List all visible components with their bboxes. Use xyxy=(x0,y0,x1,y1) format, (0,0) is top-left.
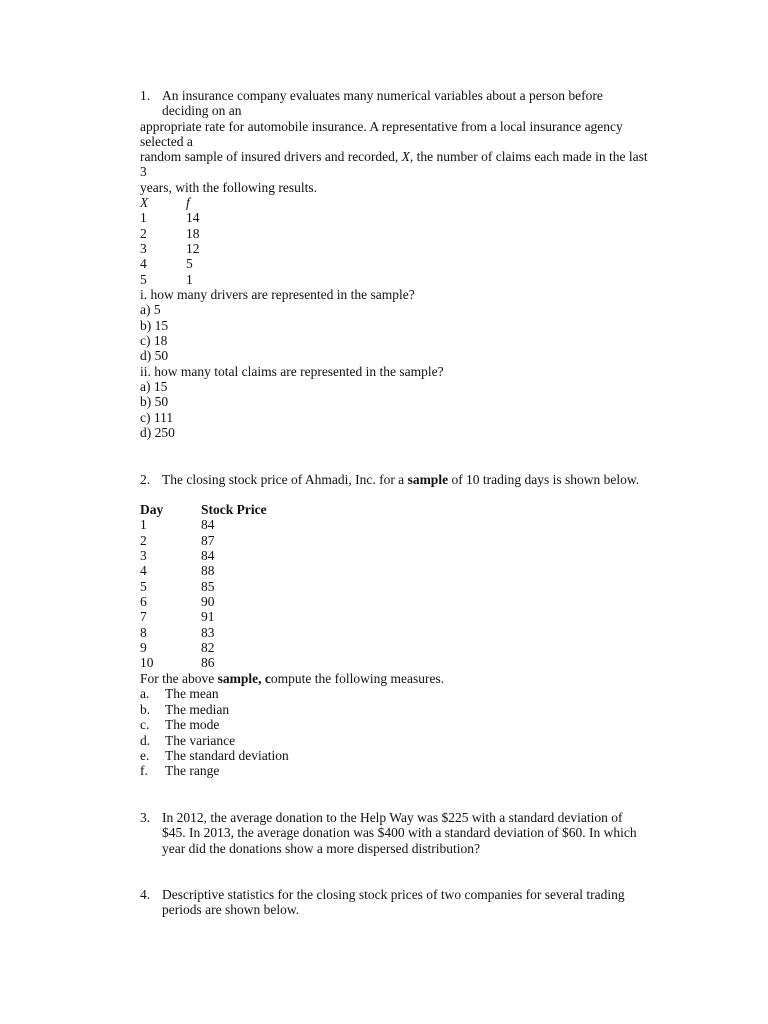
table-cell: 4 xyxy=(140,563,147,578)
list-item: The variance xyxy=(165,733,236,748)
list-item: The mode xyxy=(165,717,220,732)
list-item: c) 111 xyxy=(140,410,174,425)
table-cell: 3 xyxy=(140,548,147,563)
table-cell: 86 xyxy=(201,655,215,670)
table-cell: 5 xyxy=(186,256,193,271)
table-cell: 9 xyxy=(140,640,147,655)
list-item-marker: e. xyxy=(140,748,150,763)
list-item-marker: d. xyxy=(140,733,151,748)
list-item: b) 15 xyxy=(140,318,169,333)
table-cell: 88 xyxy=(201,563,215,578)
q2-prompt-b: ompute the following measures. xyxy=(270,671,445,686)
list-item: The mean xyxy=(165,686,219,701)
table-cell: 84 xyxy=(201,517,215,532)
q2-intro-a: The closing stock price of Ahmadi, Inc. for a xyxy=(162,472,408,487)
q1-line-4: selected a xyxy=(140,134,193,149)
q1-line-7: years, with the following results. xyxy=(140,180,317,195)
q1-line-1: An insurance company evaluates many numerical variables about a person before xyxy=(162,88,603,103)
table-cell: 6 xyxy=(140,594,147,609)
list-item-marker: b. xyxy=(140,702,151,717)
q1-line-6: 3 xyxy=(140,164,147,179)
list-item-marker: f. xyxy=(140,763,148,778)
q1-part-ii: ii. how many total claims are represented in the sample? xyxy=(140,364,444,379)
table-cell: 83 xyxy=(201,625,215,640)
table-cell: 90 xyxy=(201,594,215,609)
table-cell: 2 xyxy=(140,226,147,241)
q1-variable-x: X, xyxy=(401,149,414,164)
list-item: The range xyxy=(165,763,220,778)
q2-intro xyxy=(162,472,639,487)
q1-part-i: i. how many drivers are represented in the sample? xyxy=(140,287,415,302)
table-cell: 91 xyxy=(201,609,215,624)
q1-line-3: appropriate rate for automobile insurance. A representative from a local insurance agency xyxy=(140,119,623,134)
q3-number: 3. xyxy=(140,810,151,825)
q2-table-header-price: Stock Price xyxy=(201,502,267,517)
table-cell: 85 xyxy=(201,579,215,594)
list-item: a) 15 xyxy=(140,379,168,394)
list-item: d) 50 xyxy=(140,348,169,363)
list-item-marker: a. xyxy=(140,686,150,701)
table-cell: 1 xyxy=(140,517,147,532)
table-cell: 12 xyxy=(186,241,200,256)
q1-table-header-f: f xyxy=(186,195,190,210)
table-cell: 10 xyxy=(140,655,154,670)
q1-line-5-b: the number of claims each made in the last xyxy=(413,149,648,164)
list-item: The median xyxy=(165,702,230,717)
table-cell: 1 xyxy=(186,272,193,287)
q1-line-2: deciding on an xyxy=(162,103,242,118)
q3-line-3: year did the donations show a more dispersed distribution? xyxy=(162,841,480,856)
table-cell: 4 xyxy=(140,256,147,271)
q2-number: 2. xyxy=(140,472,151,487)
q1-line-5 xyxy=(140,149,648,164)
list-item-marker: c. xyxy=(140,717,150,732)
q2-prompt xyxy=(140,671,444,686)
table-cell: 5 xyxy=(140,579,147,594)
table-cell: 82 xyxy=(201,640,215,655)
list-item: b) 50 xyxy=(140,394,169,409)
list-item: c) 18 xyxy=(140,333,168,348)
table-cell: 8 xyxy=(140,625,147,640)
q2-intro-b: of 10 trading days is shown below. xyxy=(448,472,640,487)
q3-line-2: $45. In 2013, the average donation was $400 with a standard deviation of $60. In which xyxy=(162,825,637,840)
q4-line-1: Descriptive statistics for the closing stock prices of two companies for several trading xyxy=(162,887,625,902)
table-cell: 5 xyxy=(140,272,147,287)
table-cell: 87 xyxy=(201,533,215,548)
q1-table-header-x: X xyxy=(140,195,149,210)
q3-line-1: In 2012, the average donation to the Help Way was $225 with a standard deviation of xyxy=(162,810,623,825)
q2-prompt-bold: sample, c xyxy=(217,671,271,686)
table-cell: 1 xyxy=(140,210,147,225)
q1-number: 1. xyxy=(140,88,151,103)
q4-number: 4. xyxy=(140,887,151,902)
table-cell: 84 xyxy=(201,548,215,563)
q2-prompt-a: For the above xyxy=(140,671,218,686)
table-cell: 7 xyxy=(140,609,147,624)
q2-intro-bold: sample xyxy=(407,472,449,487)
q4-line-2: periods are shown below. xyxy=(162,902,300,917)
list-item: The standard deviation xyxy=(165,748,289,763)
list-item: d) 250 xyxy=(140,425,175,440)
q1-line-5-a: random sample of insured drivers and recorded, xyxy=(140,149,402,164)
table-cell: 18 xyxy=(186,226,200,241)
table-cell: 2 xyxy=(140,533,147,548)
q2-table-header-day: Day xyxy=(140,502,164,517)
table-cell: 3 xyxy=(140,241,147,256)
table-cell: 14 xyxy=(186,210,200,225)
list-item: a) 5 xyxy=(140,302,161,317)
